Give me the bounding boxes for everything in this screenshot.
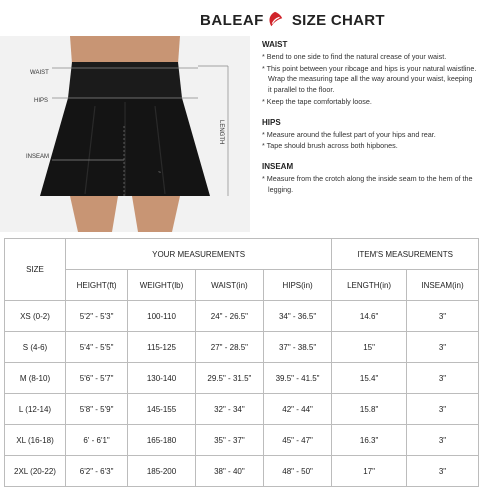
length-cell: 17" (332, 456, 407, 487)
size-column-header: SIZE (5, 239, 66, 301)
waist-bullet: * Bend to one side to find the natural crease of your waist. (262, 51, 447, 61)
table-row (5, 332, 479, 363)
weight-cell: 115-125 (128, 332, 196, 363)
size-cell: XS (0-2) (5, 301, 66, 332)
inseam-cell: 3" (407, 456, 479, 487)
inseam-cell: 3" (407, 301, 479, 332)
inseam-cell: 3" (407, 332, 479, 363)
size-table (4, 238, 479, 487)
waist-cell: 38" - 40" (195, 456, 263, 487)
items-measurements-header: ITEM'S MEASUREMENTS (332, 239, 479, 270)
table-group-header-row (5, 239, 479, 270)
waist-heading: WAIST (262, 40, 288, 49)
table-row (5, 363, 479, 394)
baleaf-logo-icon (266, 11, 284, 29)
hips-heading: HIPS (262, 117, 281, 127)
column-header: HIPS(in) (263, 270, 331, 301)
table-row (5, 456, 479, 487)
size-cell: XL (16-18) (5, 425, 66, 456)
weight-cell: 165-180 (128, 425, 196, 456)
length-cell: 14.6" (332, 301, 407, 332)
hips-cell: 37" - 38.5" (263, 332, 331, 363)
size-cell: M (8-10) (5, 363, 66, 394)
hips-bullet: * Tape should brush across both hipbones. (262, 141, 398, 151)
svg-text:~: ~ (158, 170, 161, 176)
waist-cell: 24" - 26.5" (195, 301, 263, 332)
waist-cell: 35" - 37" (195, 425, 263, 456)
length-cell: 15.8" (332, 394, 407, 425)
height-cell: 6' - 6'1" (66, 425, 128, 456)
product-photo (0, 36, 250, 232)
table-row (5, 394, 479, 425)
size-chart-title: SIZE CHART (291, 11, 385, 29)
length-cell: 16.3" (332, 425, 407, 456)
length-cell: 15" (332, 332, 407, 363)
length-cell: 15.4" (332, 363, 407, 394)
height-cell: 5'2" - 5'3" (66, 301, 128, 332)
column-header: LENGTH(in) (332, 270, 407, 301)
inseam-cell: 3" (407, 394, 479, 425)
waist-bullet: * This point between your ribcage and hips is your natural waistline. Wrap the measuring tape all the way around your waist, keeping it parallel to the floor. (262, 63, 477, 95)
column-header: HEIGHT(ft) (66, 270, 128, 301)
size-cell: L (12-14) (5, 394, 66, 425)
column-header: WEIGHT(lb) (128, 270, 196, 301)
waist-bullet: * Keep the tape comfortably loose. (262, 96, 372, 106)
weight-cell: 145-155 (128, 394, 196, 425)
weight-cell: 100-110 (128, 301, 196, 332)
table-column-header-row (5, 270, 479, 301)
hips-cell: 48" - 50" (263, 456, 331, 487)
table-row (5, 425, 479, 456)
size-cell: 2XL (20-22) (5, 456, 66, 487)
size-cell: S (4-6) (5, 332, 66, 363)
height-cell: 5'4" - 5'5" (66, 332, 128, 363)
table-row (5, 301, 479, 332)
column-header: INSEAM(in) (407, 270, 479, 301)
hips-cell: 34" - 36.5" (263, 301, 331, 332)
height-cell: 5'8" - 5'9" (66, 394, 128, 425)
inseam-bullet: * Measure from the crotch along the inside seam to the hem of the legging. (262, 173, 473, 194)
weight-cell: 130-140 (128, 363, 196, 394)
height-cell: 5'6" - 5'7" (66, 363, 128, 394)
header (200, 8, 385, 32)
hips-cell: 42" - 44" (263, 394, 331, 425)
hips-cell: 45" - 47" (263, 425, 331, 456)
hips-cell: 39.5" - 41.5" (263, 363, 331, 394)
height-cell: 6'2" - 6'3" (66, 456, 128, 487)
inseam-cell: 3" (407, 425, 479, 456)
column-header: WAIST(in) (195, 270, 263, 301)
your-measurements-header: YOUR MEASUREMENTS (66, 239, 332, 270)
waist-cell: 29.5" - 31.5" (195, 363, 263, 394)
photo-label-hips: HIPS (34, 98, 49, 104)
skirt-illustration (0, 36, 250, 232)
photo-label-inseam: INSEAM (26, 154, 50, 160)
weight-cell: 185-200 (128, 456, 196, 487)
inseam-cell: 3" (407, 363, 479, 394)
photo-label-waist: WAIST (30, 70, 49, 76)
photo-label-length: LENGTH (218, 120, 224, 145)
brand-name: BALEAF (200, 11, 264, 29)
measurement-instructions (262, 40, 478, 196)
hips-bullet: * Measure around the fullest part of your hips and rear. (262, 129, 436, 139)
inseam-heading: INSEAM (262, 162, 294, 172)
waist-cell: 32" - 34" (195, 394, 263, 425)
waist-cell: 27" - 28.5" (195, 332, 263, 363)
